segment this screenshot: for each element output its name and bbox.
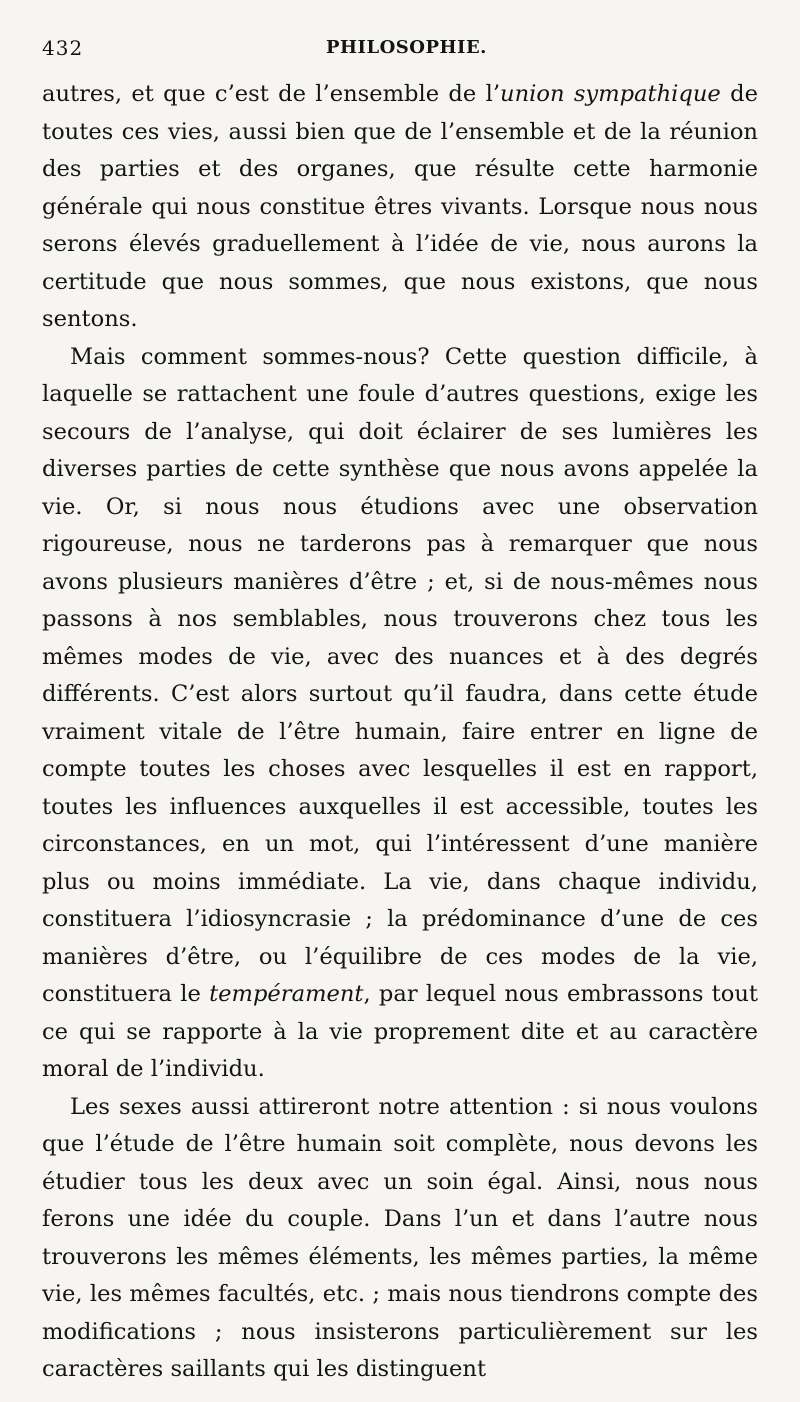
italic-term-temperament: tempérament: [209, 981, 364, 1007]
text-segment: , par lequel nous embrassons tout ce qui se rapporte à la vie proprement dite et au caractère moral de l’individu.: [42, 981, 758, 1082]
paragraph-3: [42, 1089, 758, 1389]
text-segment: Les sexes aussi attireront notre attention : si nous voulons que l’étude de l’être humain soit complète, nous devons les étudier tous les deux avec un soin égal. Ainsi, nous nous ferons une idée du couple. Dans l’un et dans l’autre nous trouverons les mêmes éléments, les mêmes parties, la même vie, les mêmes facultés, etc. ; mais nous tiendrons compte des modifications ; nous insisterons particulièrement sur les caractères saillants qui les distinguent: [42, 1093, 758, 1382]
page-number: 432: [42, 36, 84, 60]
text-segment: de toutes ces vies, aussi bien que de l’ensemble et de la réunion des parties et des organes, que résulte cette harmonie générale qui nous constitue êtres vivants. Lorsque nous nous serons élevés graduellement à l’idée de vie, nous aurons la certitude que nous sommes, que nous existons, que nous sentons.: [42, 81, 758, 332]
paragraph-2: [42, 339, 758, 1089]
body-text: [42, 76, 758, 1389]
text-segment: Mais comment sommes-nous? Cette question difficile, à laquelle se rattachent une foule d’autres questions, exige les secours de l’analyse, qui doit éclairer de ses lumières les diverses parties de cette synthèse que nous avons appelée la vie. Or, si nous nous étudions avec une observation rigoureuse, nous ne tarderons pas à remarquer que nous avons plusieurs manières d’être ; et, si de nous-mêmes nous passons à nos semblables, nous trouverons chez tous les mêmes modes de vie, avec des nuances et à des degrés différents. C’est alors surtout qu’il faudra, dans cette étude vraiment vitale de l’être humain, faire entrer en ligne de compte toutes les choses avec lesquelles il est en rapport, toutes les influences auxquelles il est accessible, toutes les circonstances, en un mot, qui l’intéressent d’une manière plus ou moins immédiate. La vie, dans chaque individu, constituera l’idiosyncrasie ; la prédominance d’une de ces manières d’être, ou l’équilibre de ces modes de la vie, constituera le: [42, 343, 758, 1007]
running-head: PHILOSOPHIE.: [326, 37, 487, 58]
page-header: [42, 36, 760, 76]
text-segment: autres, et que c’est de l’ensemble de l’: [42, 81, 501, 107]
paragraph-1: [42, 76, 758, 339]
italic-term-union-sympathique: union sympathique: [500, 81, 721, 107]
